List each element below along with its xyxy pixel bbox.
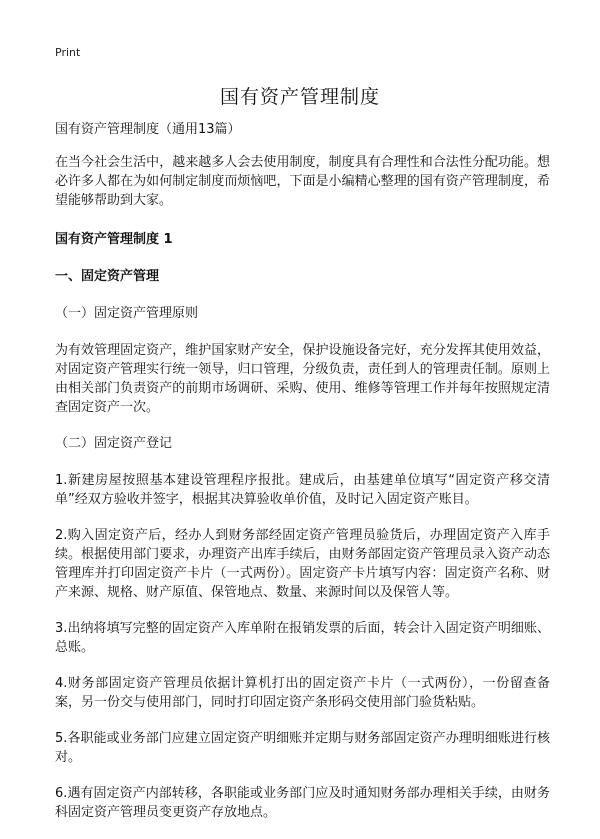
document-body [55,120,550,839]
intro-paragraph: 在当今社会生活中，越来越多人会去使用制度，制度具有合理性和合法性分配功能。想必许多人都在为如何制定制度而烦恼吧，下面是小编精心整理的国有资产管理制度，希望能够帮助到大家。 [55,155,550,208]
policy-heading: 国有资产管理制度 1 [55,232,173,247]
subsection-heading-principles: （一）固定资产管理原则 [55,306,199,321]
print-link[interactable]: Print [55,46,81,59]
registration-item: 3.出纳将填写完整的固定资产入库单附在报销发票的后面，转会计入固定资产明细账、总账。 [55,621,550,655]
registration-item: 6.遇有固定资产内部转移，各职能或业务部门应及时通知财务部办理相关手续，由财务科固定资产管理员变更资产存放地点。 [55,786,550,820]
principles-paragraph: 为有效管理固定资产，维护国家财产安全，保护设施设备完好，充分发挥其使用效益，对固定资产管理实行统一领导，归口管理，分级负责，责任到人的管理责任制。原则上由相关部门负责资产的前期市场调研、采购、使用、维修等管理工作并每年按照规定清查固定资产一次。 [55,343,550,415]
document-subtitle: 国有资产管理制度（通用13篇） [55,122,241,137]
registration-item: 5.各职能或业务部门应建立固定资产明细账并定期与财务部固定资产办理明细账进行核对。 [55,731,550,765]
section-heading: 一、固定资产管理 [55,269,160,284]
registration-item: 2.购入固定资产后，经办人到财务部经固定资产管理员验货后，办理固定资产入库手续。根据使用部门要求，办理资产出库手续后，由财务部固定资产管理员录入资产动态管理库并打印固定资产卡片（一式两份）。固定资产卡片填写内容：固定资产名称、财产来源、规格、财产原值、保管地点、数量、来源时间以及保管人等。 [55,528,550,600]
registration-item: 4.财务部固定资产管理员依据计算机打出的固定资产卡片（一式两份），一份留查备案，另一份交与使用部门，同时打印固定资产条形码交使用部门验货粘贴。 [55,676,550,710]
subsection-heading-registration: （二）固定资产登记 [55,436,173,451]
page-title: 国有资产管理制度 [219,86,380,108]
registration-item: 1.新建房屋按照基本建设管理程序报批。建成后，由基建单位填写“固定资产移交清单”经双方验收并签字，根据其决算验收单价值，及时记入固定资产账目。 [55,473,550,507]
